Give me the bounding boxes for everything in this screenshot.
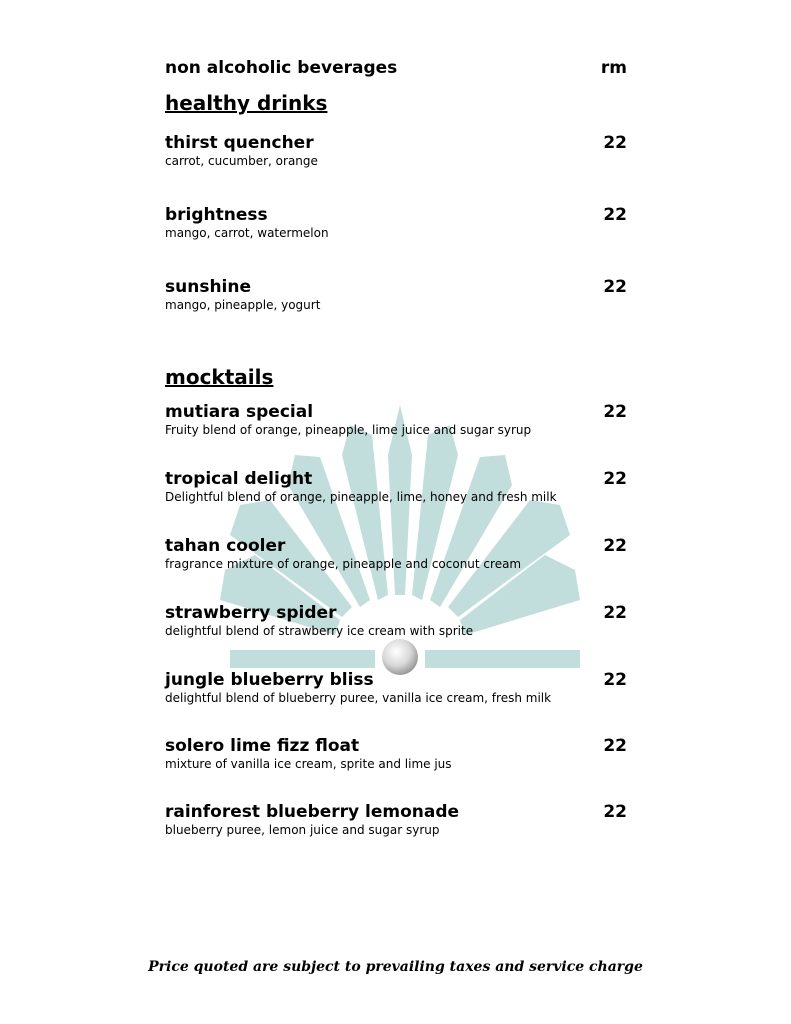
item-price: 22: [603, 402, 627, 422]
item-description: fragrance mixture of orange, pineapple and coconut cream: [165, 557, 522, 571]
item-description: mixture of vanilla ice cream, sprite and lime jus: [165, 757, 452, 771]
item-name: solero lime fizz float: [165, 736, 360, 756]
item-name: mutiara special: [165, 402, 314, 422]
item-description: mango, pineapple, yogurt: [165, 298, 321, 312]
item-price: 22: [603, 277, 627, 297]
section-heading-healthy-drinks: healthy drinks: [165, 91, 328, 115]
section-heading-mocktails: mocktails: [165, 365, 274, 389]
item-name: tropical delight: [165, 469, 313, 489]
item-name: thirst quencher: [165, 133, 314, 153]
item-price: 22: [603, 469, 627, 489]
item-price: 22: [603, 603, 627, 623]
item-name: rainforest blueberry lemonade: [165, 802, 460, 822]
item-price: 22: [603, 670, 627, 690]
item-description: carrot, cucumber, orange: [165, 154, 318, 168]
item-price: 22: [603, 802, 627, 822]
item-description: mango, carrot, watermelon: [165, 226, 329, 240]
item-price: 22: [603, 536, 627, 556]
item-name: tahan cooler: [165, 536, 286, 556]
item-name: jungle blueberry bliss: [165, 670, 374, 690]
item-price: 22: [603, 133, 627, 153]
menu-title: non alcoholic beverages: [165, 58, 398, 78]
item-description: Delightful blend of orange, pineapple, lime, honey and fresh milk: [165, 490, 557, 504]
currency-label: rm: [600, 58, 627, 78]
item-name: sunshine: [165, 277, 252, 297]
item-description: blueberry puree, lemon juice and sugar syrup: [165, 823, 440, 837]
item-price: 22: [603, 205, 627, 225]
item-name: strawberry spider: [165, 603, 337, 623]
item-name: brightness: [165, 205, 268, 225]
item-price: 22: [603, 736, 627, 756]
price-disclaimer: Price quoted are subject to prevailing taxes and service charge: [148, 959, 643, 975]
item-description: delightful blend of blueberry puree, vanilla ice cream, fresh milk: [165, 691, 552, 705]
item-description: Fruity blend of orange, pineapple, lime juice and sugar syrup: [165, 423, 532, 437]
item-description: delightful blend of strawberry ice cream with sprite: [165, 624, 474, 638]
